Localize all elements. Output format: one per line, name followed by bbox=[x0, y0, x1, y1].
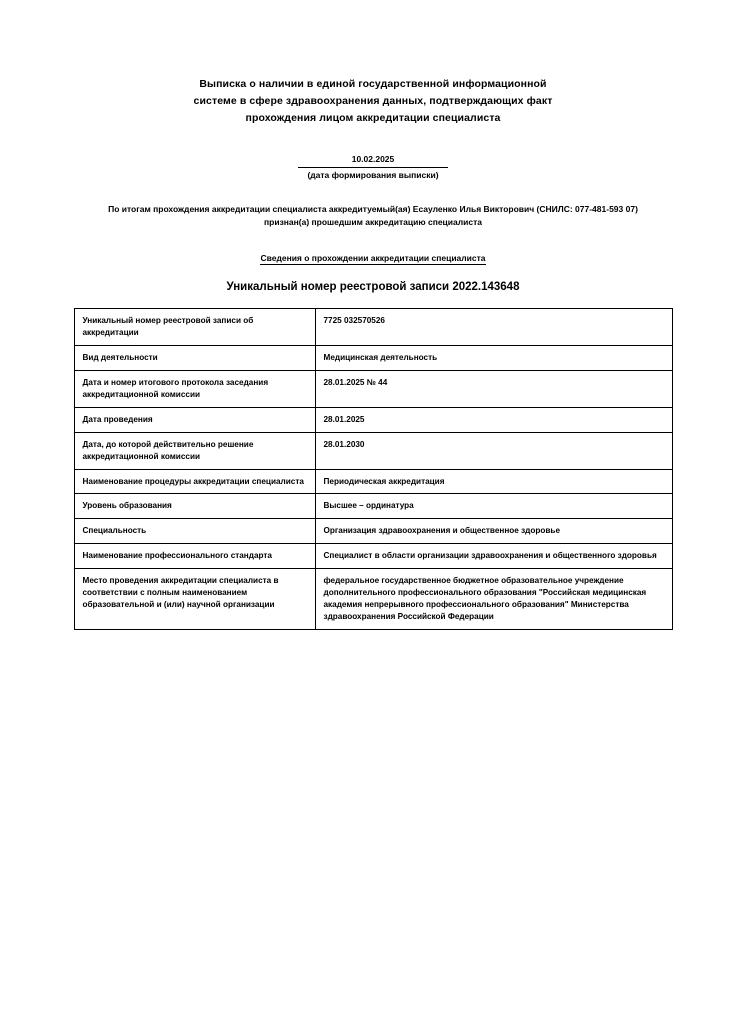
row-label: Дата и номер итогового протокола заседания аккредитационной комиссии bbox=[74, 371, 315, 408]
row-value: федеральное государственное бюджетное образовательное учреждение дополнительного профессионального образования "Российская медицинская академия непрерывного профессионального образования" Министерства здравоохранения Российской Федерации bbox=[315, 569, 672, 630]
row-label: Уровень образования bbox=[74, 494, 315, 519]
section-heading-text: Сведения о прохождении аккредитации специалиста bbox=[260, 253, 486, 264]
row-label: Вид деятельности bbox=[74, 346, 315, 371]
table-row bbox=[74, 432, 672, 469]
row-value: 28.01.2025 bbox=[315, 407, 672, 432]
form-date-value: 10.02.2025 bbox=[298, 154, 448, 168]
row-value: 28.01.2025 № 44 bbox=[315, 371, 672, 408]
row-label: Специальность bbox=[74, 519, 315, 544]
row-label: Наименование процедуры аккредитации специалиста bbox=[74, 469, 315, 494]
row-value: 7725 032570526 bbox=[315, 309, 672, 346]
table-row bbox=[74, 544, 672, 569]
form-date-caption: (дата формирования выписки) bbox=[307, 170, 439, 181]
table-row bbox=[74, 494, 672, 519]
row-label: Наименование профессионального стандарта bbox=[74, 544, 315, 569]
row-value: Организация здравоохранения и общественное здоровье bbox=[315, 519, 672, 544]
row-label: Уникальный номер реестровой записи об аккредитации bbox=[74, 309, 315, 346]
table-row bbox=[74, 309, 672, 346]
row-value: Высшее – ординатура bbox=[315, 494, 672, 519]
row-value: Специалист в области организации здравоохранения и общественного здоровья bbox=[315, 544, 672, 569]
table-row bbox=[74, 407, 672, 432]
section-heading bbox=[93, 253, 653, 263]
accreditation-info-table bbox=[74, 308, 673, 629]
table-row bbox=[74, 371, 672, 408]
document-title-line-1: Выписка о наличии в единой государственной информационной bbox=[199, 78, 547, 90]
row-label: Место проведения аккредитации специалиста в соответствии с полным наименованием образовательной и (или) научной организации bbox=[74, 569, 315, 630]
form-date-block bbox=[298, 154, 448, 181]
document-title-line-2: системе в сфере здравоохранения данных, подтверждающих факт bbox=[193, 95, 553, 107]
document-title-line-3: прохождения лицом аккредитации специалиста bbox=[245, 112, 501, 124]
row-label: Дата проведения bbox=[74, 407, 315, 432]
table-row bbox=[74, 569, 672, 630]
record-number: Уникальный номер реестровой записи 2022.143648 bbox=[226, 281, 520, 294]
table-row bbox=[74, 346, 672, 371]
table-row bbox=[74, 519, 672, 544]
row-value: Медицинская деятельность bbox=[315, 346, 672, 371]
row-value: 28.01.2030 bbox=[315, 432, 672, 469]
document-title bbox=[173, 76, 573, 127]
row-label: Дата, до которой действительно решение аккредитационной комиссии bbox=[74, 432, 315, 469]
table-row bbox=[74, 469, 672, 494]
summary-paragraph: По итогам прохождения аккредитации специалиста аккредитуемый(ая) Есауленко Илья Викторович (СНИЛС: 077-481-593 07) признан(а) прошедшим аккредитацию специалиста bbox=[108, 204, 638, 228]
row-value: Периодическая аккредитация bbox=[315, 469, 672, 494]
